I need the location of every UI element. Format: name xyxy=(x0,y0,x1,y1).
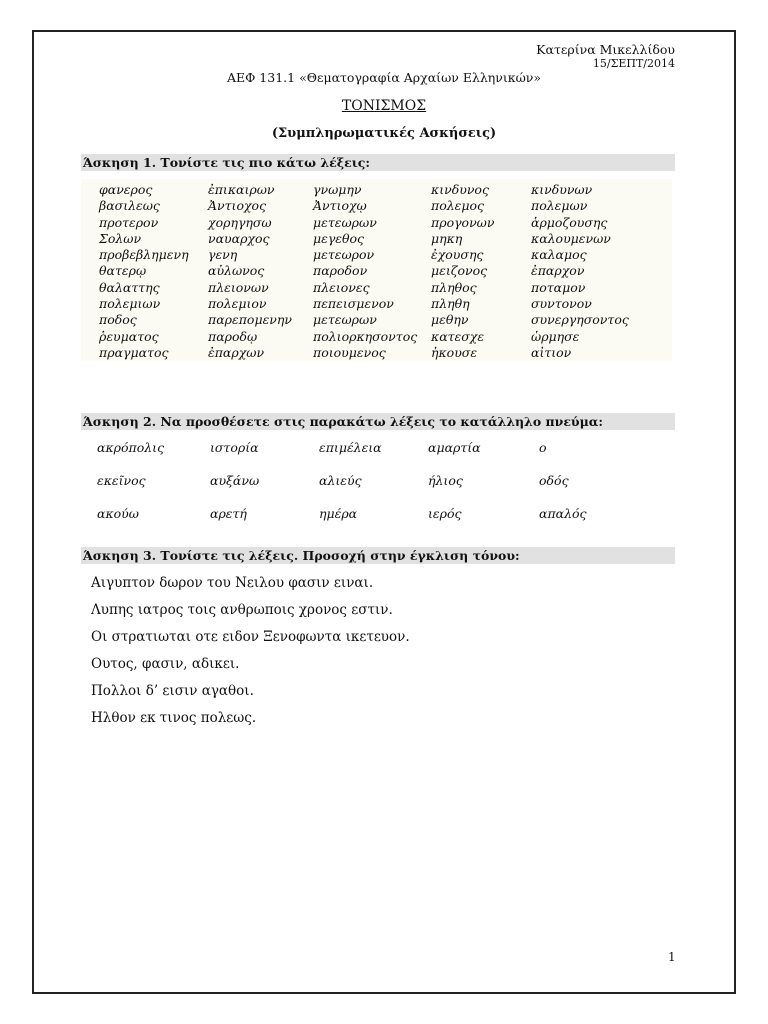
word-row xyxy=(97,506,657,524)
word: οδός xyxy=(539,473,569,488)
word: Ἀντιοχος xyxy=(208,198,267,214)
word: μετεωρων xyxy=(313,214,377,230)
word-column-4 xyxy=(431,182,494,361)
word: ιερός xyxy=(428,506,462,521)
word-row xyxy=(97,473,657,491)
word: Σολων xyxy=(99,230,142,246)
word: μετεωρων xyxy=(313,312,377,328)
exercise3-sentence: Λυπης ιατρος τοις ανθρωποις χρονος εστιν. xyxy=(91,602,393,618)
word: ιστορία xyxy=(210,440,259,455)
word: ὡρμησε xyxy=(531,328,580,344)
word: ημέρα xyxy=(319,506,358,521)
word: αρετή xyxy=(210,506,247,521)
word-column-2 xyxy=(208,182,292,361)
word: πολεμιον xyxy=(208,296,267,312)
word: ναυαρχος xyxy=(208,230,270,246)
exercise1-heading: Άσκηση 1. Τονίστε τις πιο κάτω λέξεις: xyxy=(81,154,675,171)
word: μειζονος xyxy=(431,263,488,279)
word: ποταμον xyxy=(531,279,586,295)
word: θατερῳ xyxy=(99,263,147,279)
word: πολεμιων xyxy=(99,296,161,312)
word: ἠκουσε xyxy=(431,344,478,360)
word: παρεπομενην xyxy=(208,312,292,328)
word: ῥευματος xyxy=(99,328,159,344)
word: κινδυνων xyxy=(531,182,593,197)
word: ποδος xyxy=(99,312,137,328)
word: κινδυνος xyxy=(431,182,489,197)
word: καλαμος xyxy=(531,247,587,263)
word: καλουμενων xyxy=(531,230,611,246)
word: πραγματος xyxy=(99,344,169,360)
word: πληθη xyxy=(431,296,470,312)
exercise3-sentence: Αιγυπτον δωρον του Νειλου φασιν ειναι. xyxy=(91,575,374,591)
exercise3-sentence: Οι στρατιωται οτε ειδον Ξενοφωντα ικετευον. xyxy=(91,629,410,645)
word: Ἀντιοχῳ xyxy=(313,198,367,214)
exercise3-heading: Άσκηση 3. Τονίστε τις λέξεις. Προσοχή στην έγκλιση τόνου: xyxy=(81,547,675,564)
word: πλειονες xyxy=(313,279,370,295)
word: ἐπικαιρων xyxy=(208,182,275,197)
word-column-5 xyxy=(531,182,629,361)
word-column-3 xyxy=(313,182,417,361)
word: συνεργησοντος xyxy=(531,312,629,328)
word: προτερον xyxy=(99,214,159,230)
exercise3-sentence: Ουτος, φασιν, αδικει. xyxy=(91,656,240,672)
document-title: ΤΟΝΙΣΜΟΣ xyxy=(341,98,427,114)
document-subtitle: (Συμπληρωματικές Ασκήσεις) xyxy=(271,126,497,141)
word: κατεσχε xyxy=(431,328,485,344)
exercise3-sentence: Πολλοι δ’ εισιν αγαθοι. xyxy=(91,683,254,699)
word: ἐπαρχον xyxy=(531,263,585,279)
word: προγονων xyxy=(431,214,495,230)
word: αὐλωνος xyxy=(208,263,265,279)
word: ἐπαρχων xyxy=(208,344,265,360)
word: μεθην xyxy=(431,312,469,328)
exercise1-word-grid xyxy=(81,179,672,361)
word: αλιεύς xyxy=(319,473,362,488)
exercise3-sentence: Ηλθον εκ τινος πολεως. xyxy=(91,710,257,726)
word: ἐχουσης xyxy=(431,247,484,263)
word: αμαρτία xyxy=(428,440,481,455)
word: γνωμην xyxy=(313,182,362,197)
word: ἁρμοζουσης xyxy=(531,214,608,230)
word: πληθος xyxy=(431,279,477,295)
word: πολεμων xyxy=(531,198,588,214)
word: ακρόπολις xyxy=(97,440,165,455)
word: ήλιος xyxy=(428,473,463,488)
word: απαλός xyxy=(539,506,587,521)
document-date: 15/ΣΕΠΤ/2014 xyxy=(592,57,675,70)
word-column-1 xyxy=(99,182,189,361)
word: μηκη xyxy=(431,230,463,246)
word: βασιλεως xyxy=(99,198,160,214)
word: αἰτιον xyxy=(531,344,572,360)
word: ακούω xyxy=(97,506,139,521)
word: μετεωρον xyxy=(313,247,375,263)
word-row xyxy=(97,440,657,458)
word: πεπεισμενον xyxy=(313,296,394,312)
word: επιμέλεια xyxy=(319,440,382,455)
word: πλειονων xyxy=(208,279,269,295)
word: εκεῖνος xyxy=(97,473,146,488)
author-name: Κατερίνα Μικελλίδου xyxy=(536,42,675,57)
word: παροδον xyxy=(313,263,368,279)
course-title: ΑΕΦ 131.1 «Θεματογραφία Αρχαίων Ελληνικών» xyxy=(226,70,542,85)
word: φανερος xyxy=(99,182,153,197)
page-number: 1 xyxy=(668,950,676,964)
word: παροδῳ xyxy=(208,328,258,344)
word: γενη xyxy=(208,247,238,263)
word: μεγεθος xyxy=(313,230,365,246)
word: πολεμος xyxy=(431,198,485,214)
word: αυξάνω xyxy=(210,473,260,488)
word: συντονον xyxy=(531,296,592,312)
word: προβεβλημενη xyxy=(99,247,189,263)
word: ποιουμενος xyxy=(313,344,386,360)
word: ο xyxy=(539,440,547,455)
word: πολιορκησοντος xyxy=(313,328,418,344)
exercise2-heading: Άσκηση 2. Να προσθέσετε στις παρακάτω λέξεις το κατάλληλο πνεύμα: xyxy=(81,413,675,430)
word: χορηγησω xyxy=(208,214,272,230)
word: θαλαττης xyxy=(99,279,160,295)
